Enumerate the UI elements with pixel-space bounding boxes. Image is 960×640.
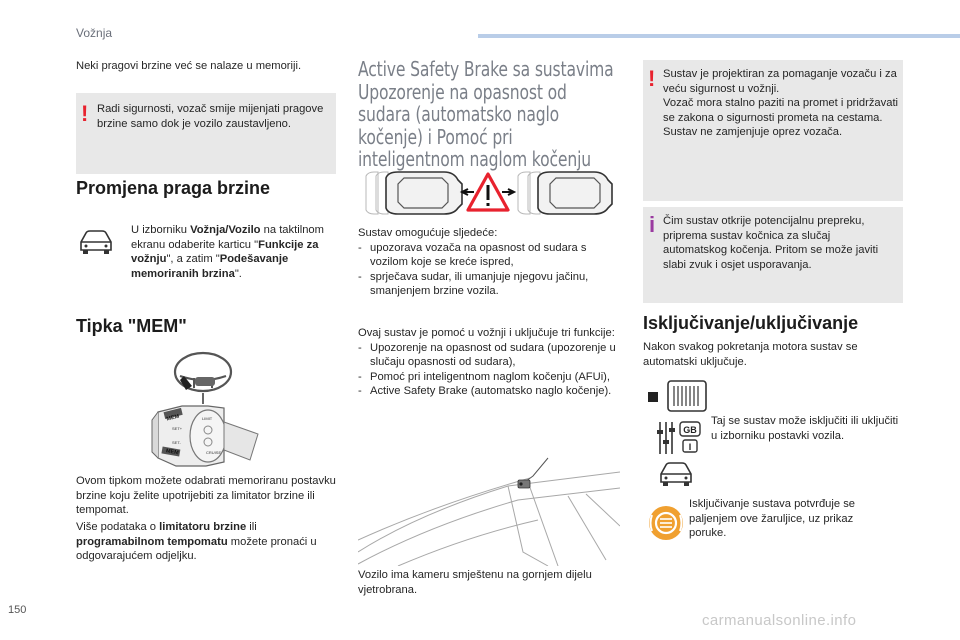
- cruise-stalk-illustration: [150, 350, 300, 470]
- header-rule: [478, 34, 960, 38]
- confirm-text: Isključivanje sustava potvrđuje se paljenjem ove žaruljice, uz prikaz poruke.: [689, 498, 856, 539]
- stalk-label-cruise: CRUISE: [206, 450, 222, 455]
- heading-speed-threshold: Promjena praga brzine: [76, 178, 271, 198]
- info-text: Više podataka o: [76, 521, 160, 533]
- gb-badge-label: GB: [683, 425, 697, 435]
- stalk-label-mem-top: MEM: [165, 413, 180, 423]
- stalk-label-set-minus: SET-: [172, 440, 181, 445]
- heading-mem-button: Tipka "MEM": [76, 316, 187, 336]
- enables-intro: Sustav omogućuje sljedeće:: [358, 227, 498, 239]
- stalk-label-limit: LIMIT: [202, 416, 213, 421]
- menu-text: na taktilnom ekranu odaberite karticu ": [131, 224, 324, 251]
- heading-disable-enable: Isključivanje/uključivanje: [643, 313, 859, 333]
- touchscreen-icon: [646, 378, 708, 414]
- car-icon: [658, 460, 694, 488]
- functions-item: - Active Safety Brake (automatsko naglo kočenje).: [358, 384, 620, 399]
- menu-text: U izborniku: [131, 224, 191, 236]
- section-title-active-safety-brake: Active Safety Brake sa sustavima Upozorenje na opasnost od sudara (automatsko naglo kočenje) i Pomoć pri inteligentnom naglom kočenju: [358, 57, 614, 171]
- i-badge-label: I: [688, 442, 692, 452]
- functions-block: [358, 326, 620, 399]
- watermark: carmanualsonline.info: [702, 612, 857, 629]
- windscreen-camera-illustration: [358, 456, 620, 566]
- menu-bold-podesavanje: Podešavanje memoriranih brzina: [131, 253, 289, 280]
- system-warning-text: Sustav je projektiran za pomaganje vozaču i za veću sigurnost u vožnji. Vozač mora stalno paziti na promet i pridržavati se zakona o sigurnosti prometa na cestama. Sustav ne zamjenjuje oprez vozača.: [663, 68, 899, 138]
- stalk-label-set-plus: SET+: [172, 426, 183, 431]
- enables-item: - sprječava sudar, ili umanjuje njegovu jačinu, smanjenjem brzine vozila.: [358, 270, 620, 299]
- stalk-label-mem-bottom: MEM: [165, 448, 180, 457]
- camera-text: Vozilo ima kameru smještenu na gornjem dijelu vjetrobrana.: [358, 569, 592, 596]
- ab-warning-lamp-icon: [646, 503, 686, 543]
- enables-block: [358, 226, 620, 299]
- functions-item: - Upozorenje na opasnost od sudara (upozorenje u slučaju opasnosti od sudara),: [358, 341, 620, 370]
- menu-text: ", a zatim ": [166, 253, 220, 265]
- warning-icon: !: [648, 66, 656, 91]
- info-text: možete pronaći u odgovarajućem odjeljku.: [76, 535, 317, 562]
- info-bold-cruise: programabilnom tempomatu: [76, 535, 228, 548]
- info-text: ili: [246, 521, 257, 533]
- more-info-text: [76, 520, 338, 564]
- vehicle-settings-icon: [656, 418, 704, 458]
- intro-text: Neki pragovi brzine već se nalaze u memoriji.: [76, 60, 302, 72]
- info-box: [643, 207, 903, 303]
- functions-item: - Pomoć pri inteligentnom naglom kočenju (AFUi),: [358, 370, 620, 385]
- collision-warning-illustration: [358, 168, 618, 220]
- info-bold-limiter: limitatoru brzine: [159, 521, 247, 533]
- info-text: Čim sustav otkrije potencijalnu prepreku, priprema sustav kočnica za slučaj automatskog kočenja. Pritom se može javiti slabi zvuk i osjet usporavanja.: [663, 215, 879, 271]
- functions-intro: Ovaj sustav je pomoć u vožnji i uključuje tri funkcije:: [358, 327, 615, 339]
- warning-box: [76, 93, 336, 174]
- mem-description: Ovom tipkom možete odabrati memoriranu postavku brzine koju želite upotrijebiti za limitator brzine ili tempomat.: [76, 475, 336, 516]
- enables-item: - upozorava vozača na opasnost od sudara s vozilom koje se kreće ispred,: [358, 241, 620, 270]
- menu-bold-vozila: Vožnja/Vozilo: [190, 224, 261, 236]
- system-warning-box: [643, 60, 903, 201]
- menu-text: ".: [234, 267, 242, 280]
- menu-bold-funkcije: Funkcije za vožnju: [131, 238, 319, 265]
- menu-instructions: [131, 223, 331, 281]
- warning-icon: !: [81, 101, 89, 126]
- page-number: 150: [8, 604, 27, 616]
- info-icon: i: [649, 212, 656, 237]
- auto-enable-text: Nakon svakog pokretanja motora sustav se automatski uključuje.: [643, 341, 858, 368]
- car-icon: [78, 228, 114, 256]
- warning-text: Radi sigurnosti, vozač smije mijenjati pragove brzine samo dok je vozilo zaustavljeno.: [97, 103, 324, 130]
- disable-text: Taj se sustav može isključiti ili uključiti u izborniku postavki vozila.: [711, 415, 899, 442]
- section-header: Vožnja: [76, 26, 113, 40]
